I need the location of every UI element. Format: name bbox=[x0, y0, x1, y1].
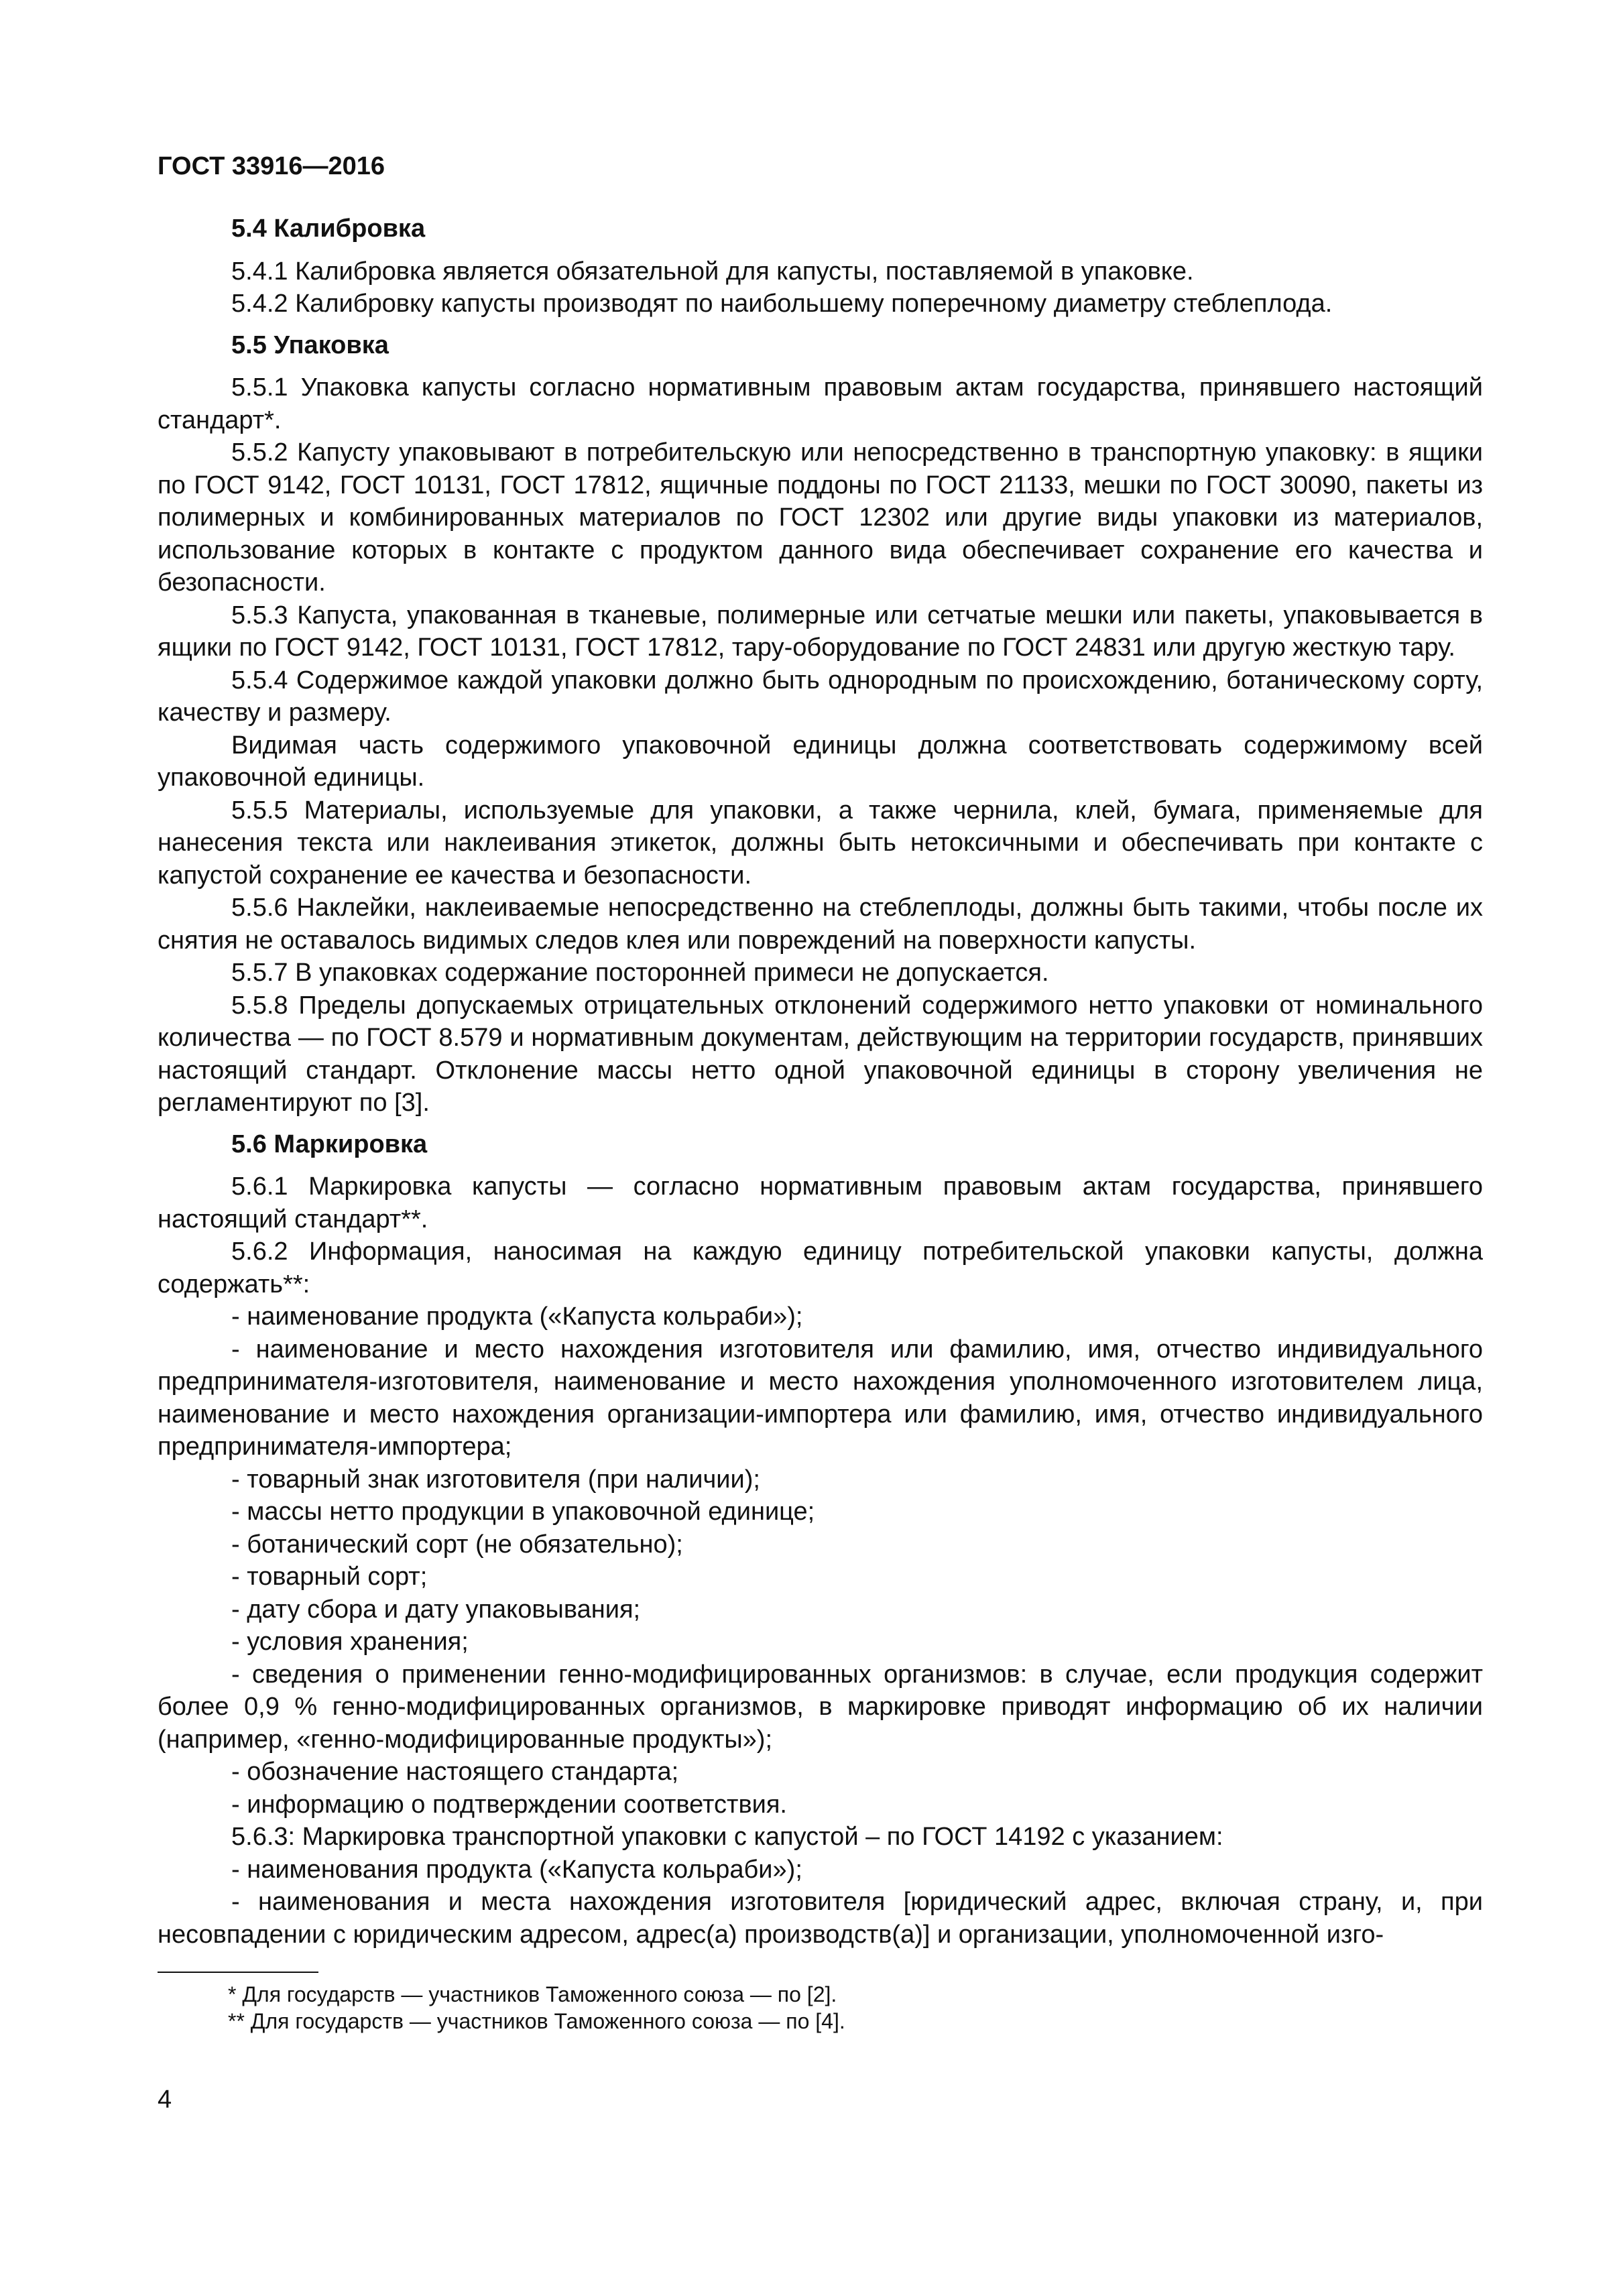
list-item: - обозначение настоящего стандарта; bbox=[231, 1758, 679, 1786]
paragraph-5-5-5: 5.5.5 Материалы, используемые для упаковки, а также чернила, клей, бумага, применяемые для нанесения текста или наклеивания этикеток, должны быть нетоксичными и обеспечивать при контакте с капустой сохранение ее качества и безопасности. bbox=[158, 796, 1483, 890]
paragraph-5-5-1: 5.5.1 Упаковка капусты согласно нормативным правовым актам государства, принявшего настоящий стандарт*. bbox=[158, 373, 1483, 434]
footnote-separator bbox=[158, 1972, 318, 1973]
paragraph-5-6-3: 5.6.3: Маркировка транспортной упаковки с капустой – по ГОСТ 14192 с указанием: bbox=[231, 1823, 1223, 1851]
paragraph-5-5-7: 5.5.7 В упаковках содержание посторонней примеси не допускается. bbox=[231, 959, 1049, 987]
list-item: - условия хранения; bbox=[231, 1628, 469, 1656]
document-header: ГОСТ 33916—2016 bbox=[158, 152, 385, 180]
paragraph-5-5-3: 5.5.3 Капуста, упакованная в тканевые, полимерные или сетчатые мешки или пакеты, упаковывается в ящики по ГОСТ 9142, ГОСТ 10131, ГОСТ 17812, тару-оборудование по ГОСТ 24831 или другую жесткую тару. bbox=[158, 601, 1483, 662]
paragraph-5-5-4-visible-part: Видимая часть содержимого упаковочной единицы должна соответствовать содержимому всей упаковочной единицы. bbox=[158, 731, 1483, 792]
paragraph-5-6-2: 5.6.2 Информация, наносимая на каждую единицу потребительской упаковки капусты, должна содержать**: bbox=[158, 1237, 1483, 1298]
section-heading-5-5: 5.5 Упаковка bbox=[231, 330, 389, 359]
section-heading-5-6: 5.6 Маркировка bbox=[231, 1130, 428, 1158]
footnote-2: ** Для государств — участников Таможенного союза — по [4]. bbox=[228, 2009, 845, 2033]
paragraph-5-5-2: 5.5.2 Капусту упаковывают в потребительскую или непосредственно в транспортную упаковку: в ящики по ГОСТ 9142, ГОСТ 10131, ГОСТ 17812, ящичные поддоны по ГОСТ 21133, мешки по ГОСТ 30090, пакеты из полимерных и комбинированных материалов по ГОСТ 12302 или другие виды упаковки из материалов, использование которых в контакте с продуктом данного вида обеспечивает сохранение его качества и безопасности. bbox=[158, 438, 1483, 597]
list-item: - сведения о применении генно-модифицированных организмов: в случае, если продукция содержит более 0,9 % генно-модифицированных организмов, в маркировке приводят информацию об их наличии (например, «генно-модифицированные продукты»); bbox=[158, 1660, 1483, 1754]
list-item: - наименование и место нахождения изготовителя или фамилию, имя, отчество индивидуального предпринимателя-изготовителя, наименование и место нахождения уполномоченного изготовителем лица, наименование и место нахождения организации-импортера или фамилию, имя, отчество индивидуального предпринимателя-импортера; bbox=[158, 1335, 1483, 1461]
document-body bbox=[158, 213, 1483, 1951]
list-item: - информацию о подтверждении соответствия. bbox=[231, 1790, 787, 1819]
paragraph-5-4-1: 5.4.1 Калибровка является обязательной для капусты, поставляемой в упаковке. bbox=[231, 257, 1194, 286]
list-item: - наименования и места нахождения изготовителя [юридический адрес, включая страну, и, при несовпадении с юридическим адресом, адрес(а) производств(а)] и организации, уполномоченной изго- bbox=[158, 1888, 1483, 1949]
list-item: - дату сбора и дату упаковывания; bbox=[231, 1595, 641, 1624]
list-item: - товарный знак изготовителя (при наличии); bbox=[231, 1465, 760, 1494]
paragraph-5-6-1: 5.6.1 Маркировка капусты — согласно нормативным правовым актам государства, принявшего настоящий стандарт**. bbox=[158, 1172, 1483, 1233]
list-item: - ботанический сорт (не обязательно); bbox=[231, 1530, 683, 1559]
list-item: - товарный сорт; bbox=[231, 1563, 428, 1591]
paragraph-5-4-2: 5.4.2 Калибровку капусты производят по наибольшему поперечному диаметру стеблеплода. bbox=[231, 290, 1333, 318]
list-item: - наименование продукта («Капуста кольраби»); bbox=[231, 1303, 803, 1331]
list-item: - наименования продукта («Капуста кольраби»); bbox=[231, 1855, 802, 1884]
section-heading-5-4: 5.4 Калибровка bbox=[231, 215, 426, 243]
footnote-1: * Для государств — участников Таможенного союза — по [2]. bbox=[228, 1982, 837, 2006]
paragraph-5-5-8: 5.5.8 Пределы допускаемых отрицательных отклонений содержимого нетто упаковки от номинального количества — по ГОСТ 8.579 и нормативным документам, действующим на территории государств, принявших настоящий стандарт. Отклонение массы нетто одной упаковочной единицы в сторону увеличения не регламентируют по [3]. bbox=[158, 991, 1483, 1117]
list-item: - массы нетто продукции в упаковочной единице; bbox=[231, 1498, 815, 1526]
paragraph-5-5-6: 5.5.6 Наклейки, наклеиваемые непосредственно на стеблеплоды, должны быть такими, чтобы после их снятия не оставалось видимых следов клея или повреждений на поверхности капусты. bbox=[158, 894, 1483, 955]
paragraph-5-5-4: 5.5.4 Содержимое каждой упаковки должно быть однородным по происхождению, ботаническому сорту, качеству и размеру. bbox=[158, 666, 1483, 727]
page-number: 4 bbox=[158, 2086, 172, 2114]
